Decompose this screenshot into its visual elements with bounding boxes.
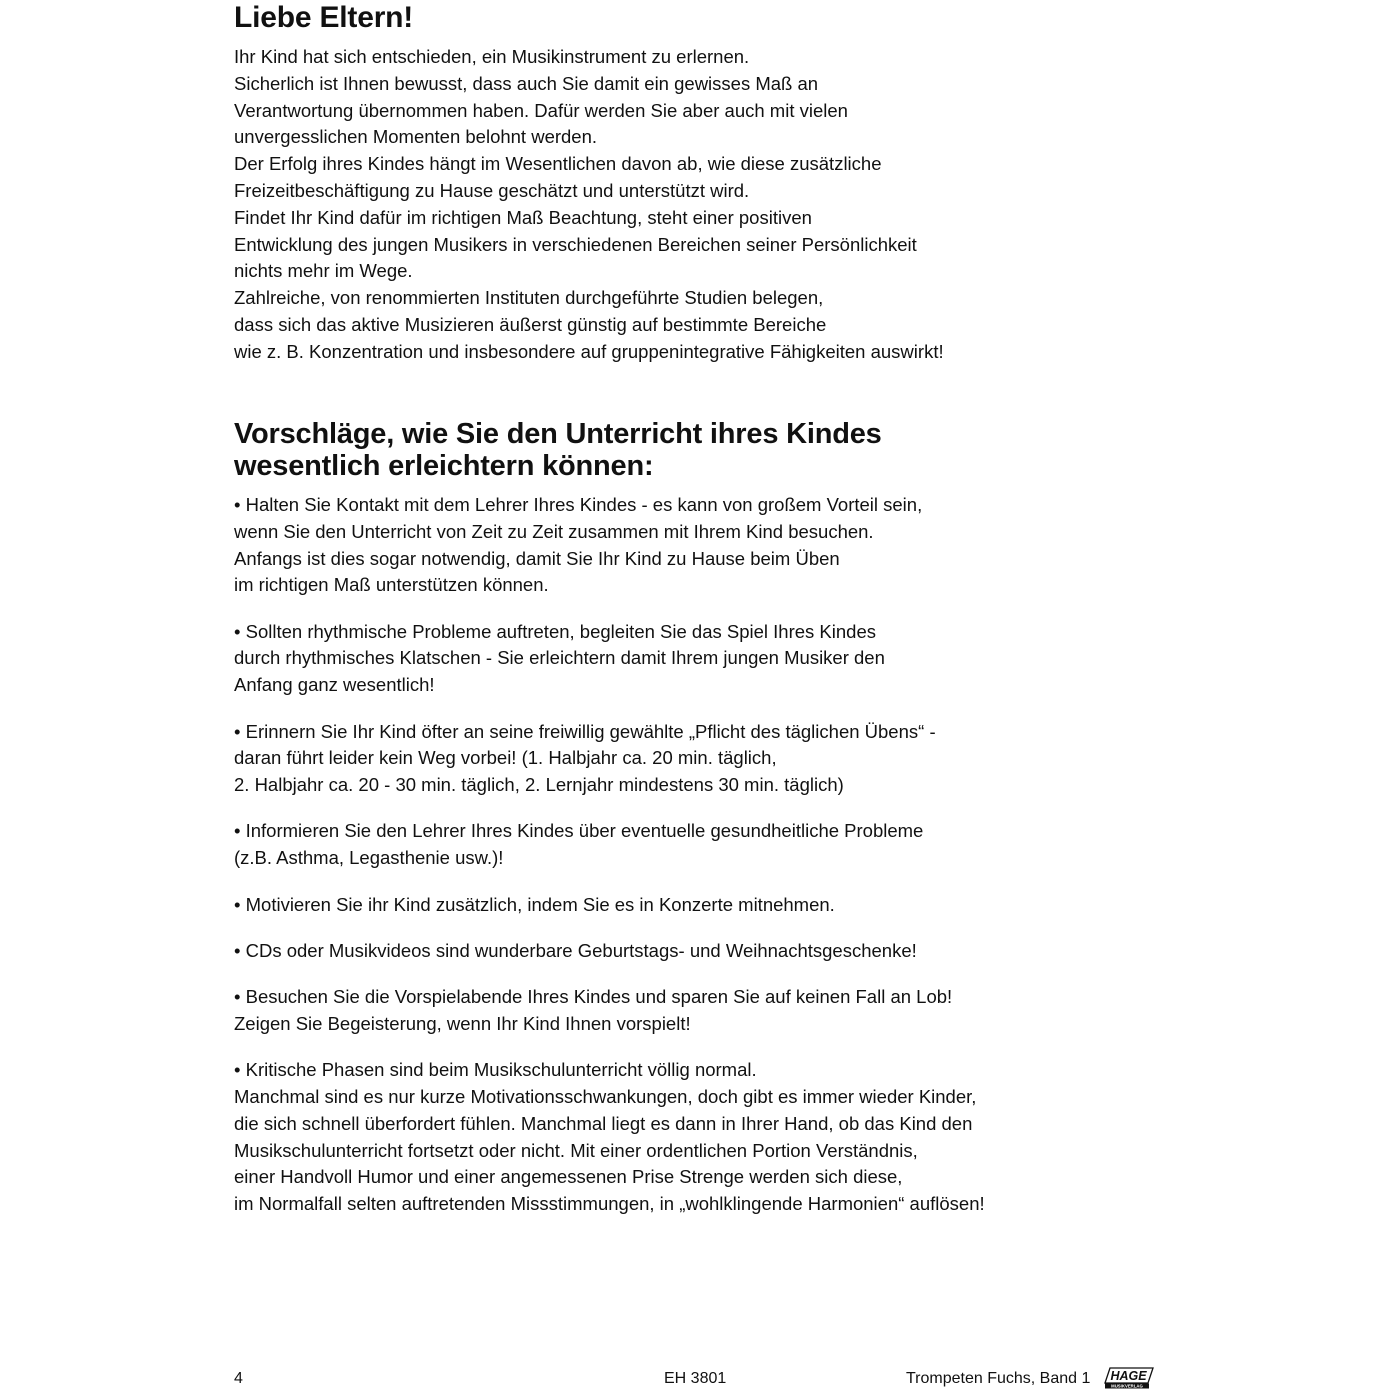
section-heading-line: wesentlich erleichtern können: — [234, 450, 654, 482]
tip-line: 2. Halbjahr ca. 20 - 30 min. täglich, 2. Lernjahr mindestens 30 min. täglich) — [234, 774, 844, 796]
page-title: Liebe Eltern! — [234, 1, 414, 34]
tip-line: wenn Sie den Unterricht von Zeit zu Zeit zusammen mit Ihrem Kind besuchen. — [234, 520, 874, 542]
tip-line: im richtigen Maß unterstützen können. — [234, 574, 549, 596]
tip-line: • Informieren Sie den Lehrer Ihres Kindes über eventuelle gesundheitliche Probleme — [234, 820, 924, 842]
tip-line: • Erinnern Sie Ihr Kind öfter an seine freiwillig gewählte „Pflicht des täglichen Übens“ - — [234, 720, 936, 742]
tips-list — [234, 492, 1284, 1238]
tip-line: Anfang ganz wesentlich! — [234, 674, 435, 696]
tip-item — [234, 892, 1284, 919]
section-heading-line: Vorschläge, wie Sie den Unterricht ihres Kindes — [234, 418, 882, 450]
intro-line: Entwicklung des jungen Musikers in verschiedenen Bereichen seiner Persönlichkeit — [234, 233, 917, 255]
tip-line: • Motivieren Sie ihr Kind zusätzlich, indem Sie es in Konzerte mitnehmen. — [234, 893, 835, 915]
section-heading — [234, 418, 882, 482]
tip-item — [234, 938, 1284, 965]
intro-line: dass sich das aktive Musizieren äußerst günstig auf bestimmte Bereiche — [234, 313, 827, 335]
logo-text: HAGE — [1110, 1369, 1147, 1383]
tip-line: Anfangs ist dies sogar notwendig, damit Sie Ihr Kind zu Hause beim Üben — [234, 547, 840, 569]
intro-line: nichts mehr im Wege. — [234, 260, 413, 282]
tip-line: • Kritische Phasen sind beim Musikschulunterricht völlig normal. — [234, 1059, 757, 1081]
intro-line: unvergesslichen Momenten belohnt werden. — [234, 126, 598, 148]
tip-line: Zeigen Sie Begeisterung, wenn Ihr Kind Ihnen vorspielt! — [234, 1012, 691, 1034]
tip-line: Musikschulunterricht fortsetzt oder nicht. Mit einer ordentlichen Portion Verständnis, — [234, 1139, 918, 1161]
tip-line: • Halten Sie Kontakt mit dem Lehrer Ihres Kindes - es kann von großem Vorteil sein, — [234, 494, 923, 515]
intro-line: Ihr Kind hat sich entschieden, ein Musikinstrument zu erlernen. — [234, 46, 750, 67]
tip-line: daran führt leider kein Weg vorbei! (1. Halbjahr ca. 20 min. täglich, — [234, 747, 777, 769]
intro-line: wie z. B. Konzentration und insbesondere auf gruppenintegrative Fähigkeiten auswirkt! — [234, 340, 944, 362]
intro-line: Zahlreiche, von renommierten Instituten durchgeführte Studien belegen, — [234, 287, 824, 309]
tip-item — [234, 492, 1284, 599]
tip-line: • Besuchen Sie die Vorspielabende Ihres Kindes und sparen Sie auf keinen Fall an Lob! — [234, 986, 953, 1008]
intro-paragraph — [234, 44, 1234, 366]
intro-line: Sicherlich ist Ihnen bewusst, dass auch Sie damit ein gewisses Maß an — [234, 72, 819, 94]
tip-item — [234, 818, 1284, 872]
page-footer — [0, 1368, 1393, 1392]
tip-line: im Normalfall selten auftretenden Missstimmungen, in „wohlklingende Harmonien“ auflösen! — [234, 1193, 985, 1215]
logo-subtext: MUSIKVERLAG — [1111, 1383, 1143, 1389]
tip-item — [234, 619, 1284, 699]
intro-line: Findet Ihr Kind dafür im richtigen Maß Beachtung, steht einer positiven — [234, 206, 812, 228]
tip-line: (z.B. Asthma, Legasthenie usw.)! — [234, 847, 504, 869]
tip-item — [234, 719, 1284, 799]
hage-musikverlag-logo-icon — [1104, 1367, 1154, 1389]
tip-line: • CDs oder Musikvideos sind wunderbare Geburtstags- und Weihnachtsgeschenke! — [234, 939, 917, 961]
page-number: 4 — [234, 1370, 243, 1387]
tip-line: die sich schnell überfordert fühlen. Manchmal liegt es dann in Ihrer Hand, ob das Kind den — [234, 1112, 973, 1134]
tip-line: einer Handvoll Humor und einer angemessenen Prise Strenge werden sich diese, — [234, 1166, 903, 1188]
tip-line: Manchmal sind es nur kurze Motivationsschwankungen, doch gibt es immer wieder Kinder, — [234, 1086, 977, 1108]
intro-line: Freizeitbeschäftigung zu Hause geschätzt und unterstützt wird. — [234, 179, 750, 201]
book-title: Trompeten Fuchs, Band 1 — [906, 1370, 1091, 1387]
tip-line: • Sollten rhythmische Probleme auftreten, begleiten Sie das Spiel Ihres Kindes — [234, 620, 876, 642]
tip-item — [234, 984, 1284, 1038]
intro-line: Der Erfolg ihres Kindes hängt im Wesentlichen davon ab, wie diese zusätzliche — [234, 153, 882, 175]
tip-item — [234, 1057, 1284, 1218]
tip-line: durch rhythmisches Klatschen - Sie erleichtern damit Ihrem jungen Musiker den — [234, 647, 885, 669]
catalog-number: EH 3801 — [664, 1370, 727, 1387]
intro-line: Verantwortung übernommen haben. Dafür werden Sie aber auch mit vielen — [234, 99, 848, 121]
